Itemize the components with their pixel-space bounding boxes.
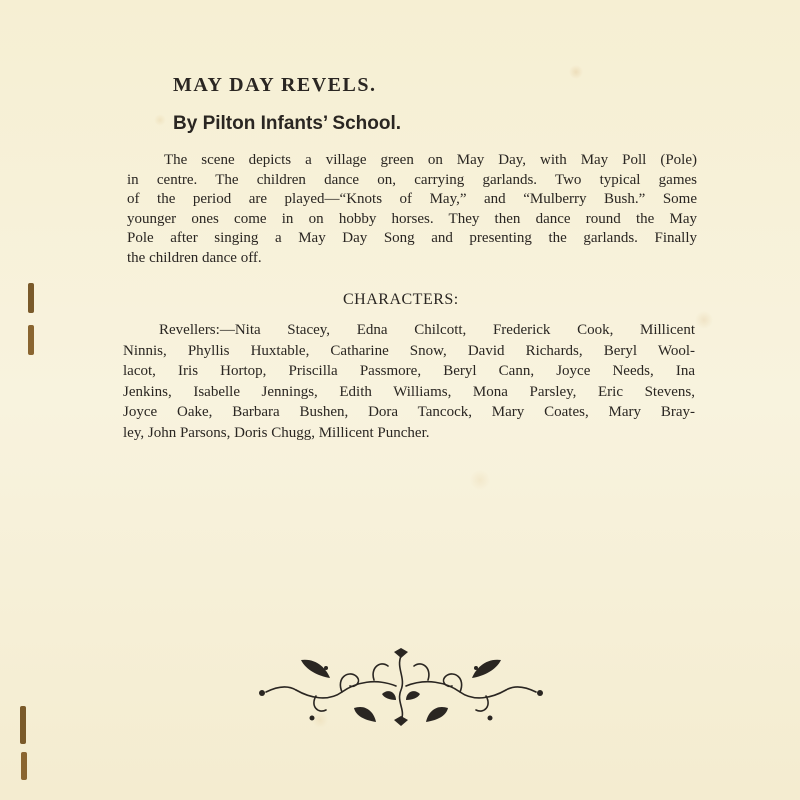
description-line: younger ones come in on hobby horses. They then dance round the May: [127, 210, 697, 227]
cast-line: Jenkins, Isabelle Jennings, Edith Williams, Mona Parsley, Eric Stevens,: [123, 383, 695, 400]
description-line: in centre. The children dance on, carrying garlands. Two typical games: [127, 171, 697, 188]
description-line: of the period are played—“Knots of May,” and “Mulberry Bush.” Some: [127, 191, 697, 208]
cast-list: [123, 320, 695, 443]
page-title: MAY DAY REVELS.: [173, 74, 377, 96]
staple-bottom-2: [21, 752, 27, 780]
cast-line: Joyce Oake, Barbara Bushen, Dora Tancock, Mary Coates, Mary Bray-: [123, 404, 695, 420]
staple-top: [28, 283, 34, 313]
characters-heading: CHARACTERS:: [343, 291, 459, 308]
description-line: the children dance off.: [127, 249, 262, 266]
cast-line: Ninnis, Phyllis Huxtable, Catharine Snow, David Richards, Beryl Wool-: [123, 342, 695, 359]
scene-description: [127, 151, 697, 269]
description-line: The scene depicts a village green on May Day, with May Poll (Pole): [164, 152, 697, 168]
cast-line: Revellers:—Nita Stacey, Edna Chilcott, Frederick Cook, Millicent: [159, 322, 695, 338]
staple-bottom: [20, 706, 26, 744]
floral-scroll-ornament-icon: [256, 648, 546, 726]
cast-line: lacot, Iris Hortop, Priscilla Passmore, Beryl Cann, Joyce Needs, Ina: [123, 363, 695, 379]
page-subtitle: By Pilton Infants’ School.: [173, 113, 402, 134]
description-line: Pole after singing a May Day Song and presenting the garlands. Finally: [127, 230, 697, 247]
staple-top-2: [28, 325, 34, 355]
cast-line: ley, John Parsons, Doris Chugg, Millicent Puncher.: [123, 424, 430, 441]
